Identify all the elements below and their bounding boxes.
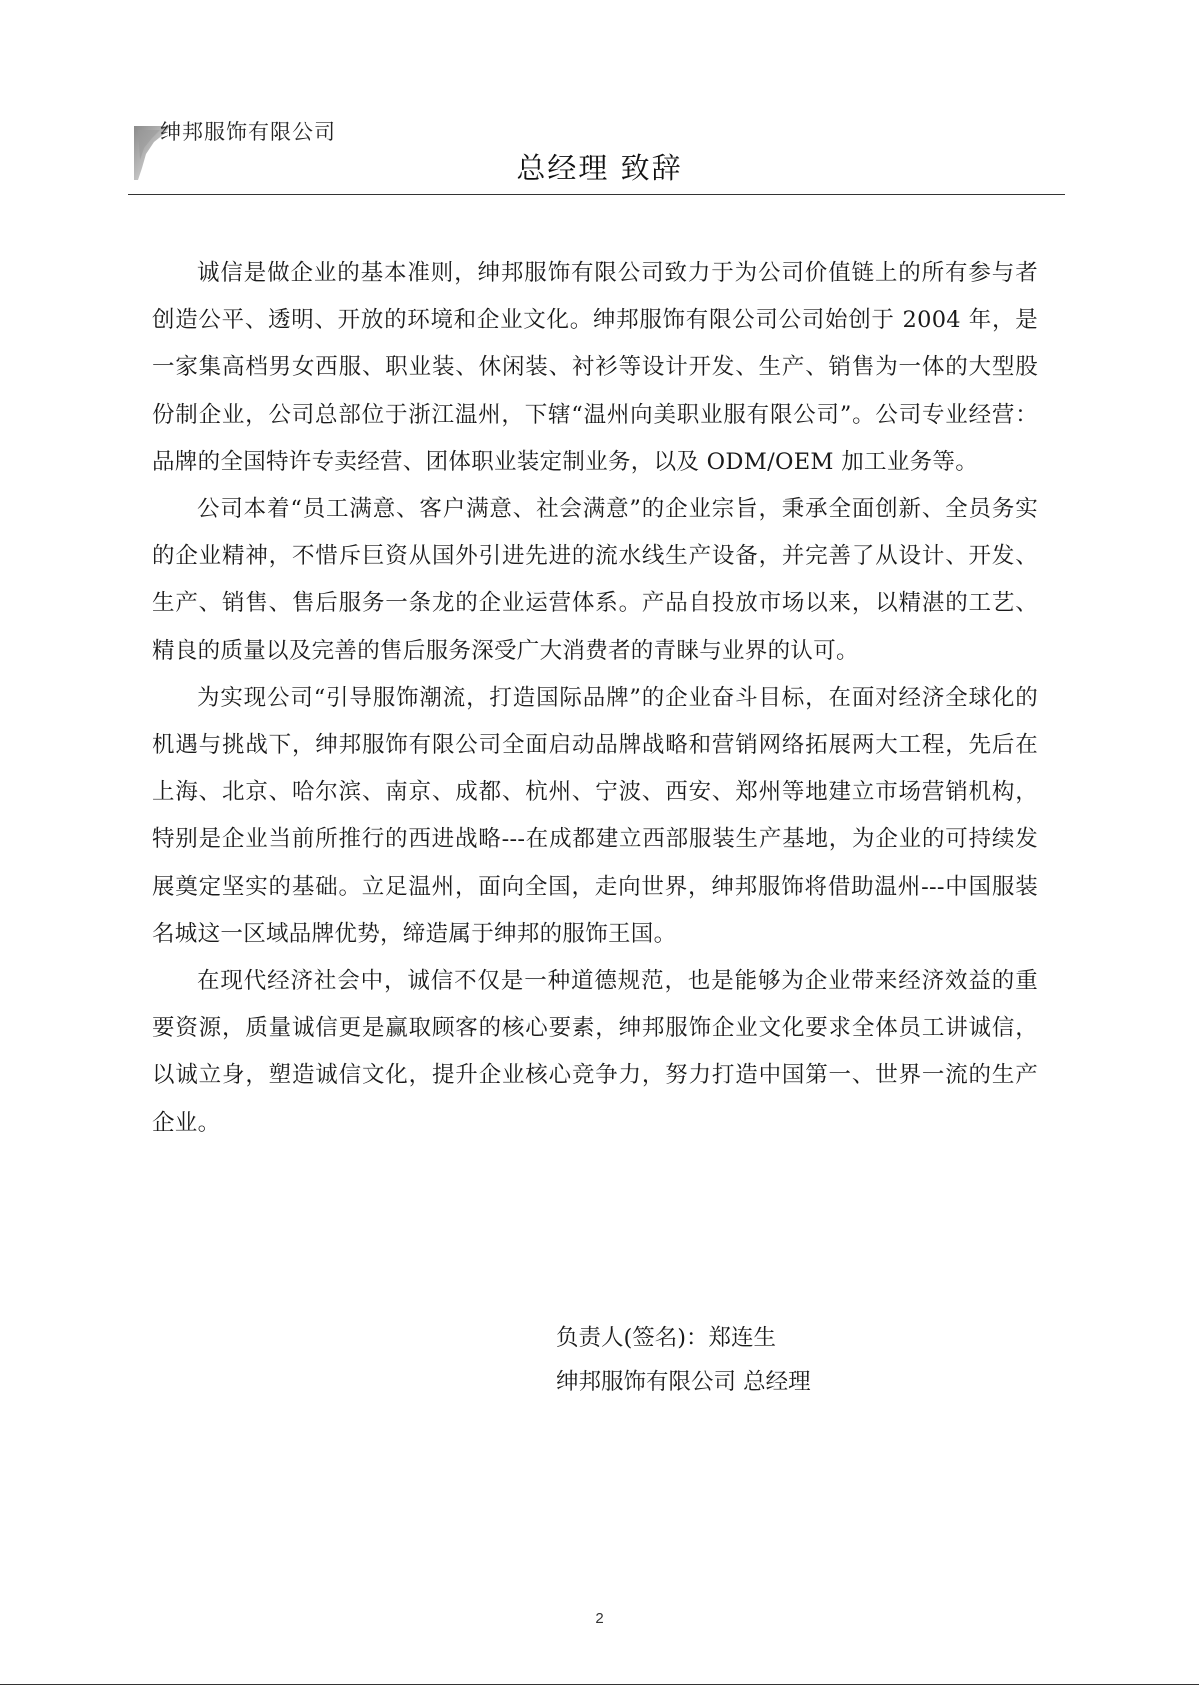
signature-block [556, 1316, 811, 1404]
paragraph-1: 诚信是做企业的基本准则，绅邦服饰有限公司致力于为公司价值链上的所有参与者创造公平、透明、开放的环境和企业文化。绅邦服饰有限公司公司始创于 2004 年，是一家集高档男女西服、职业装、休闲装、衬衫等设计开发、生产、销售为一体的大型股份制企业，公司总部位于浙江温州，下辖“温州向美职业服有限公司”。公司专业经营：品牌的全国特许专卖经营、团体职业装定制业务，以及 ODM/OEM 加工业务等。 [152, 260, 1038, 475]
paragraph-2: 公司本着“员工满意、客户满意、社会满意”的企业宗旨，秉承全面创新、全员务实的企业精神，不惜斥巨资从国外引进先进的流水线生产设备，并完善了从设计、开发、生产、销售、售后服务一条龙的企业运营体系。产品自投放市场以来，以精湛的工艺、精良的质量以及完善的售后服务深受广大消费者的青睐与业界的认可。 [152, 496, 1038, 664]
header-divider [128, 194, 1065, 195]
paragraph-4: 在现代经济社会中，诚信不仅是一种道德规范，也是能够为企业带来经济效益的重要资源，质量诚信更是赢取顾客的核心要素，绅邦服饰企业文化要求全体员工讲诚信，以诚立身，塑造诚信文化，提升企业核心竞争力，努力打造中国第一、世界一流的生产企业。 [152, 968, 1038, 1136]
header-company-name: 绅邦服饰有限公司 [160, 120, 336, 144]
paragraph-3: 为实现公司“引导服饰潮流，打造国际品牌”的企业奋斗目标，在面对经济全球化的机遇与挑战下，绅邦服饰有限公司全面启动品牌战略和营销网络拓展两大工程，先后在上海、北京、哈尔滨、南京、成都、杭州、宁波、西安、郑州等地建立市场营销机构，特别是企业当前所推行的西进战略---在成都建立西部服装生产基地，为企业的可持续发展奠定坚实的基础。立足温州，面向全国，走向世界，绅邦服饰将借助温州---中国服装名城这一区域品牌优势，缔造属于绅邦的服饰王国。 [152, 684, 1038, 947]
letter-body [152, 250, 1038, 1147]
footer-divider [0, 1684, 1199, 1685]
document-title: 总经理 致辞 [516, 151, 683, 185]
signature-responsible: 负责人(签名)：郑连生 [556, 1325, 777, 1351]
page-number: 2 [595, 1610, 604, 1627]
signature-company-position: 绅邦服饰有限公司 总经理 [556, 1369, 811, 1395]
